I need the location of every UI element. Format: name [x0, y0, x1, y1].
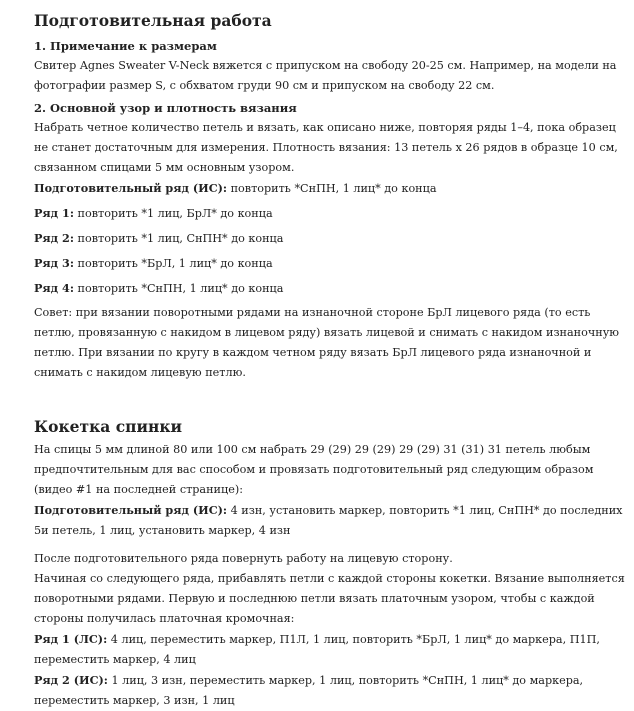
pattern-row: [34, 203, 628, 224]
pattern-row: [34, 228, 628, 249]
row-label: Ряд 3:: [34, 256, 74, 270]
yoke-prep-row: [34, 500, 628, 541]
pattern-row: [34, 178, 628, 199]
row-label: Подготовительный ряд (ИС):: [34, 181, 228, 195]
section-gap: [34, 383, 628, 416]
pattern-row: [34, 278, 628, 299]
size-note-text: Свитер Agnes Sweater V-Neck вяжется с припуском на свободу 20-25 см. Например, на модели на фотографии размер S, с обхватом груди 90 см и припуском на свободу 22 см.: [34, 59, 617, 92]
pattern-text: Набрать четное количество петель и вязать, как описано ниже, повторяя ряды 1–4, пока образец не станет достаточным для измерения. Плотность вязания: 13 петель х 26 рядов в образце 10 см, связанном спицами 5 мм основным узором.: [34, 121, 618, 174]
section-title-preparation: Подготовительная работа: [34, 11, 272, 30]
row-label: Ряд 2:: [34, 231, 74, 245]
yoke-row: [34, 629, 628, 670]
pattern-heading: 2. Основной узор и плотность вязания: [34, 101, 297, 115]
row-text: 4 лиц, переместить маркер, П1Л, 1 лиц, повторить *БрЛ, 1 лиц* до маркера, П1П, переместить маркер, 4 лиц: [34, 633, 600, 666]
row-label: Ряд 4:: [34, 281, 74, 295]
row-text: 4 изн, установить маркер, повторить *1 лиц, СнПН* до последних 5и петель, 1 лиц, установить маркер, 4 изн: [34, 504, 623, 537]
row-text: повторить *БрЛ, 1 лиц* до конца: [73, 257, 273, 270]
row-text: повторить *СнПН, 1 лиц* до конца: [227, 182, 437, 195]
row-text: повторить *1 лиц, БрЛ* до конца: [73, 207, 273, 220]
pattern-tip: Совет: при вязании поворотными рядами на изнаночной стороне БрЛ лицевого ряда (то есть петлю, провязанную с накидом в лицевом ряду) вязать лицевой и снимать с накидом изнаночную петлю. При вязании по кругу в каждом четном ряду вязать БрЛ лицевого ряда изнаночной и снимать с накидом лицевую петлю.: [34, 306, 620, 379]
yoke-turn: После подготовительного ряда повернуть работу на лицевую сторону.: [34, 552, 453, 565]
pattern-row: [34, 253, 628, 274]
row-text: повторить *СнПН, 1 лиц* до конца: [73, 282, 284, 295]
row-label: Ряд 2 (ИС):: [34, 673, 108, 687]
row-label: Ряд 1 (ЛС):: [34, 632, 108, 646]
yoke-row: [34, 670, 628, 711]
paragraph-gap: [34, 541, 628, 549]
yoke-increase: Начиная со следующего ряда, прибавлять петли с каждой стороны кокетки. Вязание выполняется поворотными рядами. Первую и последнюю петли вязать платочным узором, чтобы с каждой стороны получилась платочная кромочная:: [34, 572, 625, 625]
size-note-heading: 1. Примечание к размерам: [34, 39, 217, 53]
row-label: Ряд 1:: [34, 206, 74, 220]
row-label: Подготовительный ряд (ИС):: [34, 503, 228, 517]
section-title-back-yoke: Кокетка спинки: [34, 417, 183, 436]
row-text: повторить *1 лиц, СнПН* до конца: [73, 232, 284, 245]
row-text: 1 лиц, 3 изн, переместить маркер, 1 лиц, повторить *СнПН, 1 лиц* до маркера, переместить маркер, 3 изн, 1 лиц: [34, 674, 584, 707]
yoke-intro: На спицы 5 мм длиной 80 или 100 см набрать 29 (29) 29 (29) 29 (29) 31 (31) 31 петель любым предпочтительным для вас способом и провязать подготовительный ряд следующим образом (видео #1 на последней странице):: [34, 443, 594, 496]
